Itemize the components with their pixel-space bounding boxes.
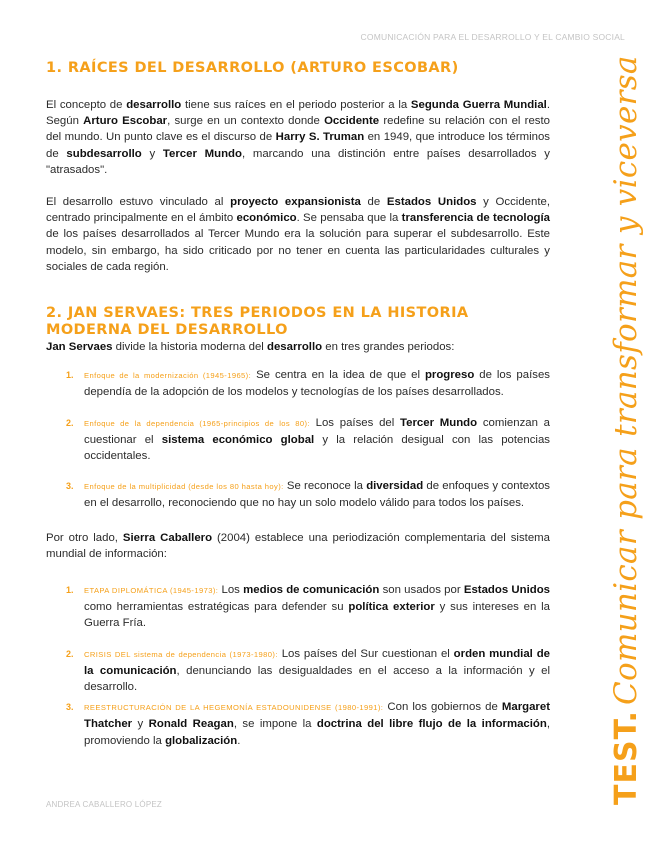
text: (2004) establece una periodización complementaria del sistema mundial de información: — [46, 531, 550, 560]
bold-term: orden mundial de la comunicación — [84, 647, 550, 677]
bold-term: medios de comunicación — [243, 584, 380, 597]
text: son usados por — [379, 584, 464, 597]
main-content — [46, 60, 550, 749]
footer-author: ANDREA CABALLERO LÓPEZ — [46, 800, 162, 809]
course-header: COMUNICACIÓN PARA EL DESARROLLO Y EL CAMBIO SOCIAL — [360, 32, 625, 42]
bold-term: política exterior — [348, 601, 435, 614]
section-1-paragraph-1 — [46, 97, 550, 178]
text: de los países dependía de la adopción de los modelos y tecnologías de los países desarrollados. — [84, 369, 550, 399]
bold-term: Tercer Mundo — [162, 147, 242, 160]
list-item — [46, 646, 550, 696]
servaes-periods-list — [46, 367, 550, 511]
text: en 1949, que introduce los términos de — [46, 131, 550, 160]
bold-term: diversidad — [366, 480, 424, 493]
stage-label: REESTRUCTURACIÓN DE LA HEGEMONÍA ESTADOUNIDENSE (1980-1991): — [84, 703, 384, 713]
list-item — [46, 478, 550, 511]
stage-label: ETAPA DIPLOMÁTICA (1945-1973): — [84, 586, 219, 596]
text: y Occidente, centrado principalmente en el ámbito — [46, 196, 550, 225]
bold-term: transferencia de tecnología — [401, 212, 550, 225]
bold-term: económico — [236, 212, 297, 225]
text: de — [360, 196, 387, 209]
text: , marcando una distinción entre países desarrollados y "atrasados". — [46, 147, 551, 176]
bold-term: desarrollo — [267, 341, 323, 354]
text: Los — [218, 584, 244, 597]
caballero-intro — [46, 530, 550, 562]
list-number: 3. — [66, 702, 74, 713]
bold-term: desarrollo — [126, 99, 182, 111]
bold-term: Segunda Guerra Mundial — [410, 99, 547, 111]
text: Por otro lado, — [46, 531, 123, 544]
text: El desarrollo estuvo vinculado al — [46, 196, 231, 209]
section-1-paragraph-2 — [46, 194, 550, 275]
bold-term: globalización — [165, 734, 238, 747]
side-banner-text — [608, 55, 644, 805]
text: , surge en un contexto donde — [167, 115, 325, 128]
text: , se impone la — [233, 718, 317, 731]
list-item — [46, 582, 550, 632]
stage-label: CRISIS DEL sistema de dependencia (1973-1980): — [84, 649, 278, 659]
list-number: 1. — [66, 585, 74, 596]
bold-term: Tercer Mundo — [400, 416, 478, 429]
text: de enfoques y contextos en el desarrollo, reconociendo que no hay un solo modelo válido para todos los países. — [84, 480, 550, 510]
bold-term: doctrina del libre flujo de la información — [316, 718, 547, 731]
section-2-title: 2. JAN SERVAES: TRES PERIODOS EN LA HISTORIA MODERNA DEL DESARROLLO — [46, 305, 469, 339]
list-item — [46, 367, 550, 400]
bold-term: Ronald Reagan — [148, 718, 234, 731]
bold-term: proyecto expansionista — [230, 196, 361, 209]
list-number: 1. — [66, 370, 74, 381]
bold-term: Jan Servaes — [46, 341, 113, 354]
text: de los países desarrollados al Tercer Mundo era la solución para superar el subdesarrollo. Este modelo, sin embargo, ha sido criticado por no tener en cuenta las particularidades culturales y sociales de cada región. — [46, 228, 550, 273]
text: El concepto de — [46, 99, 127, 111]
period-label: Enfoque de la modernización (1945-1965): — [84, 371, 252, 381]
bold-term: Arturo Escobar — [83, 115, 168, 128]
list-item — [46, 699, 550, 749]
caballero-stages-list — [46, 582, 550, 749]
bold-term: sistema económico global — [161, 433, 315, 446]
text: , denunciando las desigualdades en el acceso a la información y el desarrollo. — [84, 664, 550, 694]
text: Con los gobiernos de — [383, 701, 502, 714]
list-number: 3. — [66, 481, 74, 492]
bold-term: Estados Unidos — [463, 584, 551, 597]
period-label: Enfoque de la multiplicidad (desde los 80 hasta hoy): — [84, 482, 284, 492]
list-number: 2. — [66, 648, 74, 659]
text: . — [237, 734, 241, 747]
list-item — [46, 415, 550, 465]
text: divide la historia moderna del — [112, 341, 267, 354]
period-label: Enfoque de la dependencia (1965-principios de los 80): — [84, 418, 310, 428]
text: como herramientas estratégicas para defender su — [84, 601, 349, 614]
bold-term: Harry S. Truman — [275, 131, 365, 144]
text: Se centra en la idea de que el — [251, 369, 425, 382]
bold-term: Occidente — [324, 115, 380, 128]
text: y la relación desigual con las potencias occidentales. — [84, 433, 550, 463]
text: y sus intereses en la Guerra Fría. — [84, 601, 551, 630]
bold-term: progreso — [424, 369, 475, 382]
text: . Se pensaba que la — [296, 212, 402, 225]
bold-term: Margaret Thatcher — [84, 701, 550, 731]
text: Los países del — [309, 416, 401, 429]
text: redefine su relación con el resto del mundo. Un punto clave es el discurso de — [46, 115, 550, 144]
text: y — [132, 718, 149, 731]
side-banner-bold: TEST. — [609, 710, 644, 805]
section-2-intro — [46, 339, 550, 355]
bold-term: subdesarrollo — [66, 147, 142, 160]
text: tiene sus raíces en el periodo posterior a la — [181, 99, 411, 111]
text: , promoviendo la — [84, 718, 551, 747]
text: . Según — [46, 99, 551, 128]
section-1-title: 1. RAÍCES DEL DESARROLLO (ARTURO ESCOBAR) — [46, 60, 459, 76]
text: y — [141, 147, 163, 160]
list-number: 2. — [66, 417, 74, 428]
side-banner-script: Comunicar para transformar y viceversa — [608, 55, 644, 706]
text: Se reconoce la — [283, 480, 367, 493]
bold-term: Estados Unidos — [386, 196, 477, 209]
text: en tres grandes periodos: — [322, 341, 455, 354]
text: Los países del Sur cuestionan el — [277, 647, 454, 660]
bold-term: Sierra Caballero — [122, 531, 213, 544]
text: comienzan a cuestionar el — [84, 416, 551, 446]
